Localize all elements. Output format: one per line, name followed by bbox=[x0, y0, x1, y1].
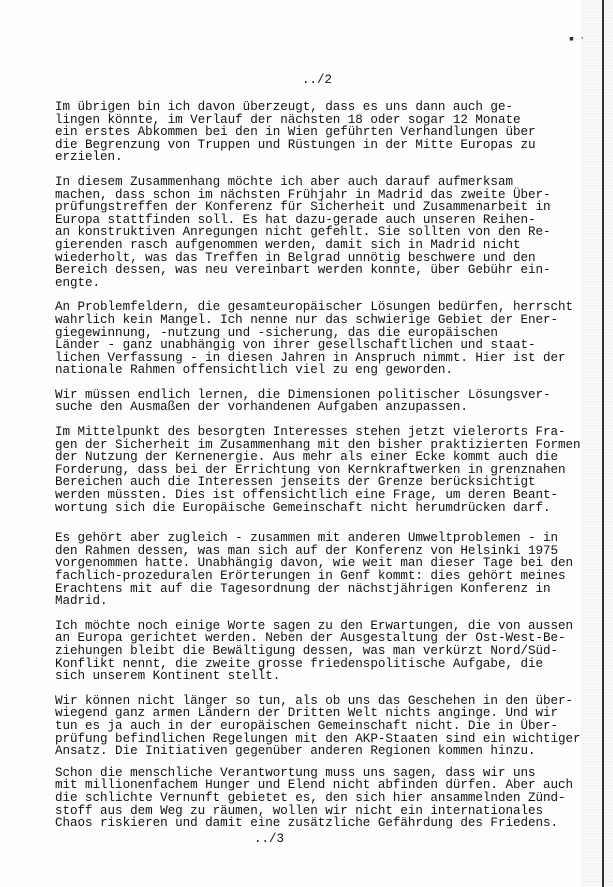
scan-edge-line bbox=[602, 0, 604, 887]
paragraph-9: Schon die menschliche Verantwortung muss uns sagen, dass wir uns mit millionenfachem Hunger und Elend nicht abfinden dürfen. Aber auch die schlichte Vernunft gebietet es, den sich hier ansammelnden Zünd- stoff aus dem Weg zu räumen, wollen wir nicht ein internationales Chaos riskieren und damit eine zusätzliche Gefährdung des Friedens. bbox=[55, 765, 574, 831]
document-body bbox=[55, 100, 581, 831]
paragraph-2: In diesem Zusammenhang möchte ich aber auch darauf aufmerksam machen, dass schon im nächsten Frühjahr in Madrid das zweite Über- prüfungstreffen der Konferenz für Sicherheit und Zusammenarbeit in Europa stattfinden soll. Es hat dazu-gerade auch unseren Reihen- an konstruktiven Anregungen nicht gefehlt. Sie sollten von den Re- gierenden rasch aufgenommen werden, damit sich in Madrid nicht wiederholt, was das Treffen in Belgrad unnötig beschwere und den Bereich dessen, was neu vereinbart werden konnte, über Gebühr ein- engte. bbox=[55, 174, 551, 290]
paragraph-7: Ich möchte noch einige Worte sagen zu den Erwartungen, die von aussen an Europa gerichtet werden. Neben der Ausgestaltung der Ost-West-Be- ziehungen bleibt die Bewältigung dessen, was man verkürzt Nord/Süd- Konflikt nennt, die zweite grosse friedenspolitische Aufgabe, die sich unserem Kontinent stellt. bbox=[55, 618, 574, 684]
scan-edge-noise bbox=[581, 0, 613, 887]
paragraph-3: An Problemfeldern, die gesamteuropäischer Lösungen bedürfen, herrscht wahrlich kein Mangel. Ich nenne nur das schwierige Gebiet der Ener- giegewinnung, -nutzung und -sicherung, das die europäischen Länder - ganz unabhängig von ihrer gesellschaftlichen und staat- lichen Verfassung - in diesen Jahren in Anspruch nimmt. Hier ist der nationale Rahmen offensichtlich viel zu eng geworden. bbox=[55, 300, 574, 378]
paragraph-5: Im Mittelpunkt des besorgten Interesses stehen jetzt vielerorts Fra- gen der Sicherheit im Zusammenhang mit den bisher praktizierten Formen der Nutzung der Kernenergie. Aus mehr als einer Ecke kommt auch die Forderung, dass bei der Errichtung von Kernkraftwerken in grenznahen Bereichen auch die Interessen jenseits der Grenze berücksichtigt werden müssten. Dies ist offensichtlich eine Frage, um deren Beant- wortung sich die Europäische Gemeinschaft nicht herumdrücken darf. bbox=[55, 425, 581, 515]
corner-mark: ▪ · bbox=[568, 34, 585, 44]
page-marker-top: ../2 bbox=[302, 73, 333, 87]
paragraph-4: Wir müssen endlich lernen, die Dimensionen politischer Lösungsver- suche den Ausmaßen der vorhandenen Aufgaben anzupassen. bbox=[55, 387, 551, 415]
page-marker-bottom: ../3 bbox=[254, 832, 285, 846]
paragraph-8: Wir können nicht länger so tun, als ob uns das Geschehen in den über- wiegend ganz armen Ländern der Dritten Welt nichts anginge. Und wir tun es ja auch in der europäischen Gemeinschaft nicht. Die in Über- prüfung befindlichen Regelungen mit den AKP-Staaten sind ein wichtiger Ansatz. Die Initiativen gegenüber anderen Regionen kommen hinzu. bbox=[55, 693, 581, 759]
paragraph-6: Es gehört aber zugleich - zusammen mit anderen Umweltproblemen - in den Rahmen dessen, was man sich auf der Konferenz von Helsinki 1975 vorgenommen hatte. Unabhängig davon, wie weit man dieser Tage bei den fachlich-prozeduralen Erörterungen in Genf kommt: dies gehört meines Erachtens mit auf die Tagesordnung der nächstjährigen Konferenz in Madrid. bbox=[55, 531, 574, 609]
paragraph-1: Im übrigen bin ich davon überzeugt, dass es uns dann auch ge- lingen könnte, im Verlauf der nächsten 18 oder sogar 12 Monate ein erstes Abkommen bei den in Wien geführten Verhandlungen über die Begrenzung von Truppen und Rüstungen in der Mitte Europas zu erzielen. bbox=[55, 100, 536, 165]
